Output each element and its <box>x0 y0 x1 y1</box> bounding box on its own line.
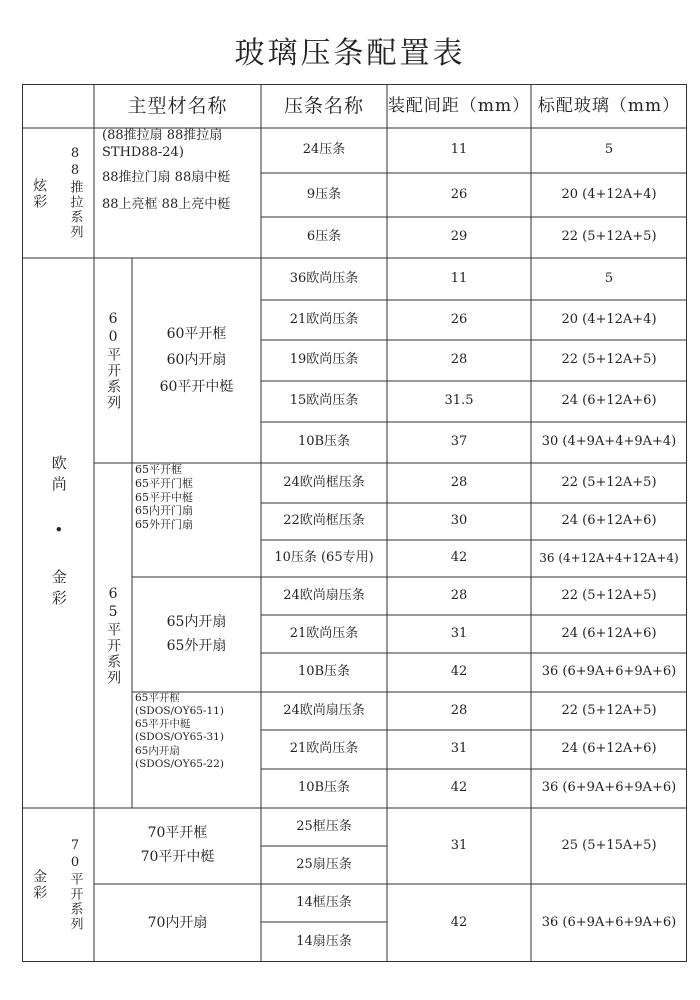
strip-name: 22欧尚框压条 <box>283 513 365 529</box>
strip-name: 10B压条 <box>297 780 351 796</box>
profile-name: 65平开门框 <box>135 476 193 490</box>
glass-value: 22 (5+12A+5) <box>561 702 657 718</box>
glass-value: 25 (5+15A+5) <box>561 837 657 853</box>
profile-name: 65平开框 <box>135 692 180 704</box>
gap-value: 30 <box>450 513 468 529</box>
glass-value: 5 <box>604 142 614 158</box>
gap-value: 31.5 <box>444 393 474 409</box>
series-label: 金彩 <box>31 869 48 901</box>
gap-value: 28 <box>450 702 468 718</box>
glass-value: 30 (4+9A+4+9A+4) <box>541 434 677 450</box>
gap-value: 37 <box>450 434 468 450</box>
glass-value: 36 (6+9A+6+9A+6) <box>541 664 677 680</box>
profile-name: 65外开扇 <box>166 637 227 654</box>
gap-value: 28 <box>450 587 468 603</box>
gap-value: 42 <box>450 914 468 930</box>
strip-name: 24欧尚扇压条 <box>283 587 365 603</box>
strip-name: 25扇压条 <box>296 856 352 872</box>
strip-name: 6压条 <box>306 229 342 245</box>
glass-value: 24 (6+12A+6) <box>561 393 657 409</box>
strip-name: 24欧尚扇压条 <box>283 702 365 718</box>
glass-value: 20 (4+12A+4) <box>561 186 657 202</box>
gap-value: 26 <box>450 186 468 202</box>
profile-code: (SDOS/OY65-22) <box>135 757 224 770</box>
gap-value: 42 <box>450 780 468 796</box>
subseries-label: 88推拉系列 <box>67 146 83 240</box>
strip-name: 36欧尚压条 <box>289 270 359 286</box>
profile-name: 70平开框 <box>147 825 208 842</box>
gap-value: 28 <box>450 352 468 368</box>
profile-name: STHD88-24) <box>102 144 184 160</box>
glass-value: 36 (6+9A+6+9A+6) <box>541 914 677 930</box>
header-strip-name: 压条名称 <box>283 94 364 117</box>
gap-value: 42 <box>450 664 468 680</box>
profile-name: 88上亮框 88上亮中梃 <box>102 196 231 212</box>
glass-strip-table <box>22 84 687 962</box>
series-label: 欧尚 • 金彩 <box>49 455 68 611</box>
gap-value: 29 <box>450 229 468 245</box>
glass-value: 36 (6+9A+6+9A+6) <box>541 780 677 796</box>
strip-name: 24压条 <box>302 142 346 158</box>
profile-name: 70平开中梃 <box>140 849 215 865</box>
profile-name: 65内开门扇 <box>135 504 193 518</box>
glass-value: 36 (4+12A+4+12A+4) <box>539 550 679 565</box>
profile-name: 65平开中梃 <box>135 718 191 731</box>
strip-name: 14框压条 <box>296 894 352 910</box>
glass-value: 20 (4+12A+4) <box>561 311 657 327</box>
gap-value: 26 <box>450 311 468 327</box>
glass-value: 24 (6+12A+6) <box>561 625 657 641</box>
header-main-profile: 主型材名称 <box>127 94 228 117</box>
profile-code: (SDOS/OY65-31) <box>135 731 224 744</box>
strip-name: 10B压条 <box>297 434 351 450</box>
glass-value: 22 (5+12A+5) <box>561 474 657 490</box>
profile-name: 60平开框 <box>166 325 227 342</box>
profile-name: 65内开扇 <box>166 613 227 630</box>
strip-name: 21欧尚压条 <box>289 311 359 327</box>
profile-name: 65平开框 <box>135 463 182 476</box>
glass-value: 22 (5+12A+5) <box>561 352 657 368</box>
subseries-label: 65平开系列 <box>105 585 122 686</box>
strip-name: 19欧尚压条 <box>289 352 359 368</box>
strip-name: 9压条 <box>306 186 342 202</box>
profile-name: (88推拉扇 88推拉扇 <box>102 128 223 143</box>
profile-name: 70内开扇 <box>147 914 208 931</box>
glass-value: 22 (5+12A+5) <box>561 229 657 245</box>
header-standard-glass: 标配玻璃（mm） <box>537 95 681 116</box>
gap-value: 11 <box>450 270 468 286</box>
profile-name: 88推拉门扇 88扇中梃 <box>102 169 231 185</box>
strip-name: 14扇压条 <box>296 933 352 949</box>
profile-name: 65内开扇 <box>135 744 180 757</box>
page-title: 玻璃压条配置表 <box>234 36 466 71</box>
profile-name: 60内开扇 <box>166 352 227 369</box>
subseries-label: 70平开系列 <box>67 838 83 932</box>
glass-value: 22 (5+12A+5) <box>561 587 657 603</box>
gap-value: 28 <box>450 474 468 490</box>
profile-name: 65外开门扇 <box>135 518 193 531</box>
gap-value: 31 <box>450 625 468 641</box>
profile-name: 60平开中梃 <box>159 378 234 395</box>
glass-value: 24 (6+12A+6) <box>561 741 657 757</box>
series-label: 炫彩 <box>31 178 48 210</box>
subseries-label: 60平开系列 <box>105 310 122 411</box>
glass-value: 24 (6+12A+6) <box>561 513 657 529</box>
glass-value: 5 <box>604 270 614 286</box>
gap-value: 42 <box>450 550 468 566</box>
strip-name: 24欧尚框压条 <box>283 474 365 490</box>
profile-name: 65平开中梃 <box>135 490 193 504</box>
strip-name: 10压条 (65专用) <box>274 550 374 566</box>
strip-name: 15欧尚压条 <box>289 393 359 409</box>
gap-value: 11 <box>450 142 468 158</box>
strip-name: 21欧尚压条 <box>289 741 359 757</box>
profile-code: (SDOS/OY65-11) <box>135 705 224 718</box>
strip-name: 25框压条 <box>296 818 352 834</box>
header-assembly-gap: 装配间距（mm） <box>387 95 531 116</box>
strip-name: 21欧尚压条 <box>289 625 359 641</box>
strip-name: 10B压条 <box>297 664 351 680</box>
gap-value: 31 <box>450 741 468 757</box>
gap-value: 31 <box>450 837 468 853</box>
